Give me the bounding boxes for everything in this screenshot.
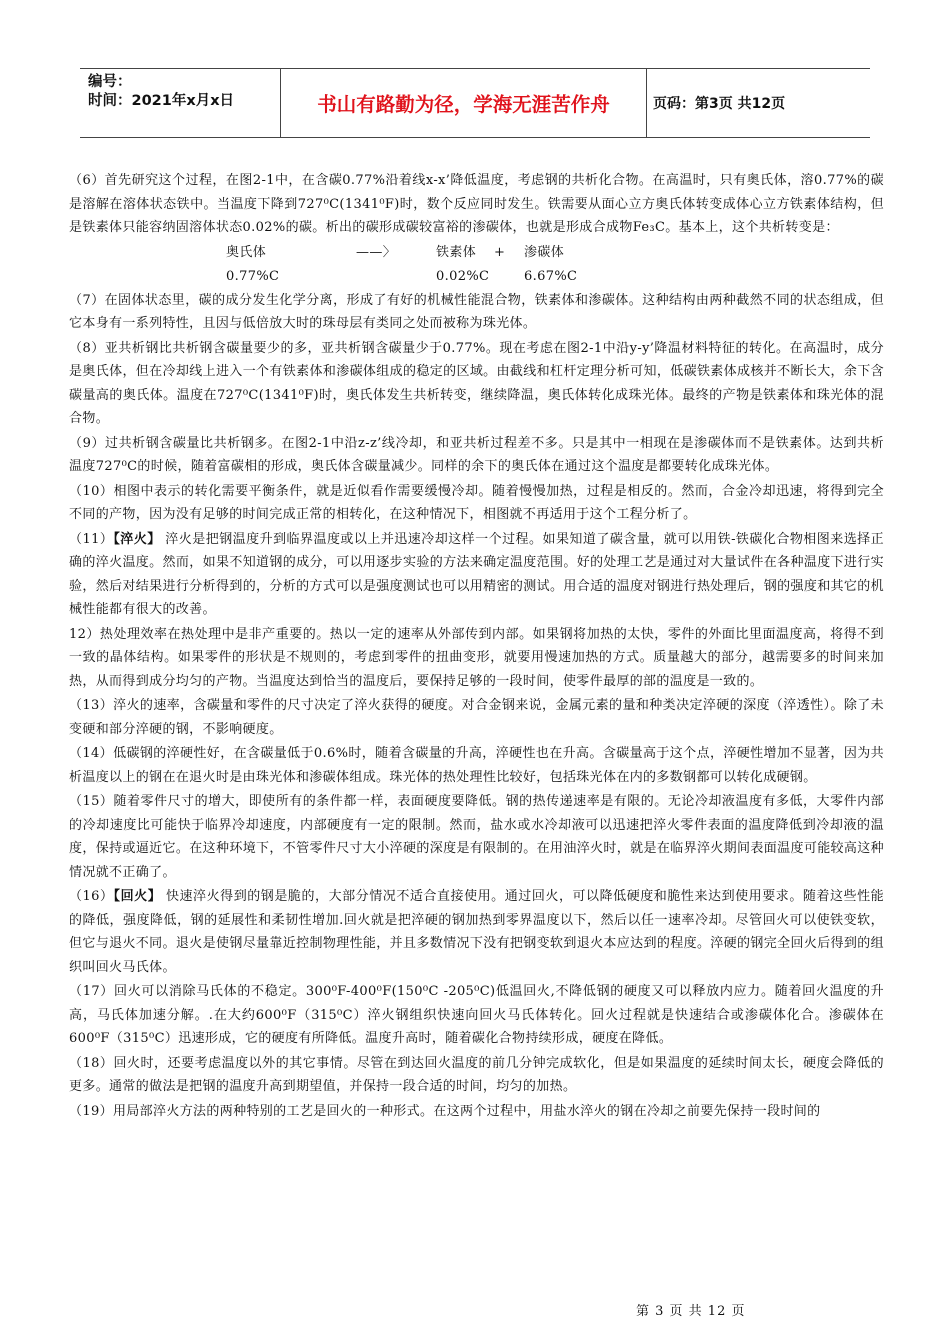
equation-plus: + bbox=[494, 244, 506, 260]
paragraph-18: （18）回火时，还要考虑温度以外的其它事情。尽管在到达回火温度的前几分钟完成软化，但是如果温度的延续时间太长，硬度会降低的更多。通常的做法是把钢的温度升高到期望值，并保持一段合适的时间，均匀的加热。 bbox=[69, 1055, 884, 1094]
paragraph-11-text: 淬火是把钢温度升到临界温度或以上并迅速冷却这样一个过程。如果知道了碳含量，就可以用铁-铁碳化合物相图来选择正确的淬火温度。然而，如果不知道钢的成分，可以用逐步实验的方法来确定温度范围。好的处理工艺是通过对大量试件在各种温度下进行实验，然后对结果进行分析得到的，分析的方式可以是强度测试也可以用精密的测试。用合适的温度对钢进行热处理后，钢的强度和其它的机械性能都有很大的改善。 bbox=[69, 531, 884, 617]
paragraph-14: （14）低碳钢的淬硬性好，在含碳量低于0.6%时，随着含碳量的升高，淬硬性也在升高。含碳量高于这个点，淬硬性增加不显著，因为共析温度以上的钢在在退火时是由珠光体和渗碳体组成。珠光体的热处理性比较好，包括珠光体在内的多数钢都可以转化成硬钢。 bbox=[69, 746, 884, 785]
paragraph-12: 12）热处理效率在热处理中是非产重要的。热以一定的速率从外部传到内部。如果钢将加热的太快，零件的外面比里面温度高，将得不到一致的晶体结构。如果零件的形状是不规则的，考虑到零件的扭曲变形，就要用慢速加热的方式。质量越大的部分，越需要多的时间来加热，从而得到成分均匀的产物。当温度达到恰当的温度后，要保持足够的一段时间，使零件最厚的部的温度是一致的。 bbox=[69, 626, 884, 689]
paragraph-16-number: （16） bbox=[69, 889, 114, 904]
paragraph-13: （13）淬火的速率，含碳量和零件的尺寸决定了淬火获得的硬度。对合金钢来说，金属元素的量和种类决定淬硬的深度（淬透性）。除了未变硬和部分淬硬的钢，不影响硬度。 bbox=[69, 698, 884, 737]
equation-spacer bbox=[494, 265, 524, 289]
equation-ferrite-carbon: 0.02%C bbox=[436, 268, 490, 284]
quenching-keyword: 【淬火】 bbox=[113, 531, 161, 547]
page-header bbox=[80, 68, 870, 138]
paragraph-11-number: （11） bbox=[69, 531, 114, 547]
document-body bbox=[69, 169, 884, 1124]
paragraph-17: （17）回火可以消除马氏体的不稳定。300⁰F-400⁰F(150⁰C -205⁰C)低温回火,不降低钢的硬度又可以释放内应力。随着回火温度的升高，马氏体加速分解。.在大约600⁰F（315⁰C）淬火钢组织快速向回火马氏体转化。回火过程就是快速结合或渗碳体化合。渗碳体在600⁰F（315⁰C）迅速形成，它的硬度有所降低。温度升高时，随着碳化合物持续形成，硬度在降低。 bbox=[69, 984, 884, 1046]
paragraph-16 bbox=[69, 885, 884, 979]
equation-arrow: ——〉 bbox=[356, 244, 397, 260]
paragraph-11 bbox=[69, 528, 884, 622]
paragraph-9: （9）过共析钢含碳量比共析钢多。在图2-1中沿z-z’线冷却，和亚共析过程差不多。只是其中一相现在是渗碳体而不是铁素体。达到共析温度727⁰C的时候，随着富碳相的形成，奥氏体含碳量减少。同样的余下的奥氏体在通过这个温度是都要转化成珠光体。 bbox=[69, 435, 884, 474]
paragraph-6: （6）首先研究这个过程，在图2-1中，在含碳0.77%沿着线x-x’降低温度，考虑钢的共析化合物。在高温时，只有奥氏体，溶0.77%的碳是溶解在溶体状态铁中。当温度下降到727⁰C(1341⁰F)时，数个反应同时发生。铁需要从面心立方奥氏体转变成体心立方铁素体结构，但是铁素体只能容纳固溶体状态0.02%的碳。析出的碳形成碳较富裕的渗碳体，也就是形成合成物Fe₃C。基本上，这个共析转变是： bbox=[69, 173, 884, 235]
equation-austenite-carbon: 0.77%C bbox=[226, 268, 280, 284]
header-motto-cell bbox=[280, 69, 647, 137]
paragraph-16-text: 快速淬火得到的钢是脆的，大部分情况不适合直接使用。通过回火，可以降低硬度和脆性来达到使用要求。随着这些性能的降低，强度降低，钢的延展性和柔韧性增加.回火就是把淬硬的钢加热到零界温度以下，然后以任一速率冷却。尽管回火可以使铁变软，但它与退火不同。退火是使钢尽量靠近控制物理性能，并且多数情况下没有把钢变软到退火本应达到的程度。淬硬的钢完全回火后得到的组织叫回火马氏体。 bbox=[69, 889, 884, 975]
page-footer bbox=[636, 1300, 745, 1319]
page-info-text: 页码：第3页 共12页 bbox=[653, 96, 786, 112]
paragraph-15: （15）随着零件尺寸的增大，即使所有的条件都一样，表面硬度要降低。钢的热传递速率是有限的。无论冷却液温度有多低，大零件内部的冷却速度比可能快于临界冷却速度，内部硬度有一定的限制。然而，盐水或水冷却液可以迅速把淬火零件表面的温度降低到冷却液的温度，保持或逼近它。在这种环境下，不管零件尺寸大小淬硬的深度是有限制的。在用油淬火时，就是在临界淬火期间表面温度可能较高这种情况就不正确了。 bbox=[69, 794, 884, 880]
paragraph-8: （8）亚共析钢比共析钢含碳量要少的多，亚共析钢含碳量少于0.77%。现在考虑在图2-1中沿y-y’降温材料特征的转化。在高温时，成分是奥氏体，但在冷却线上进入一个有铁素体和渗碳体组成的稳定的区域。由截线和杠杆定理分析可知，低碳铁素体成核并不断长大，余下含碳量高的奥氏体。温度在727⁰C(1341⁰F)时，奥氏体发生共析转变，继续降温，奥氏体转化成珠光体。最终的产物是铁素体和珠光体的混合物。 bbox=[69, 340, 884, 426]
header-info bbox=[88, 73, 278, 111]
motto: 书山有路勤为径，学海无涯苦作舟 bbox=[317, 93, 610, 116]
paragraph-7: （7）在固体状态里，碳的成分发生化学分离，形成了有好的机械性能混合物，铁素体和渗碳体。这种结构由两种截然不同的状态组成，但它本身有一系列特性，且因与低倍放大时的珠母层有类同之处而被称为珠光体。 bbox=[69, 292, 884, 331]
time-label: 时间：2021年x月x日 bbox=[88, 93, 235, 109]
paragraph-19: （19）用局部淬火方法的两种特别的工艺是回火的一种形式。在这两个过程中，用盐水淬火的钢在冷却之前要先保持一段时间的 bbox=[69, 1103, 821, 1119]
footer-page-number: 第 3 页 共 12 页 bbox=[636, 1304, 746, 1319]
page-info bbox=[653, 69, 785, 137]
number-label: 编号： bbox=[88, 74, 132, 90]
equation-spacer bbox=[356, 265, 436, 289]
equation-cementite: 渗碳体 bbox=[524, 244, 565, 260]
equation-austenite: 奥氏体 bbox=[226, 244, 267, 260]
tempering-keyword: 【回火】 bbox=[113, 889, 162, 904]
equation-ferrite: 铁素体 bbox=[436, 244, 477, 260]
paragraph-10: （10）相图中表示的转化需要平衡条件，就是近似看作需要缓慢冷却。随着慢慢加热，过程是相反的。然而，合金冷却迅速，将得到完全不同的产物，因为没有足够的时间完成正常的相转化，在这种情况下，相图就不再适用于这个工程分析了。 bbox=[69, 483, 884, 522]
equation-cementite-carbon: 6.67%C bbox=[524, 268, 578, 284]
eutectoid-equation bbox=[226, 241, 884, 289]
